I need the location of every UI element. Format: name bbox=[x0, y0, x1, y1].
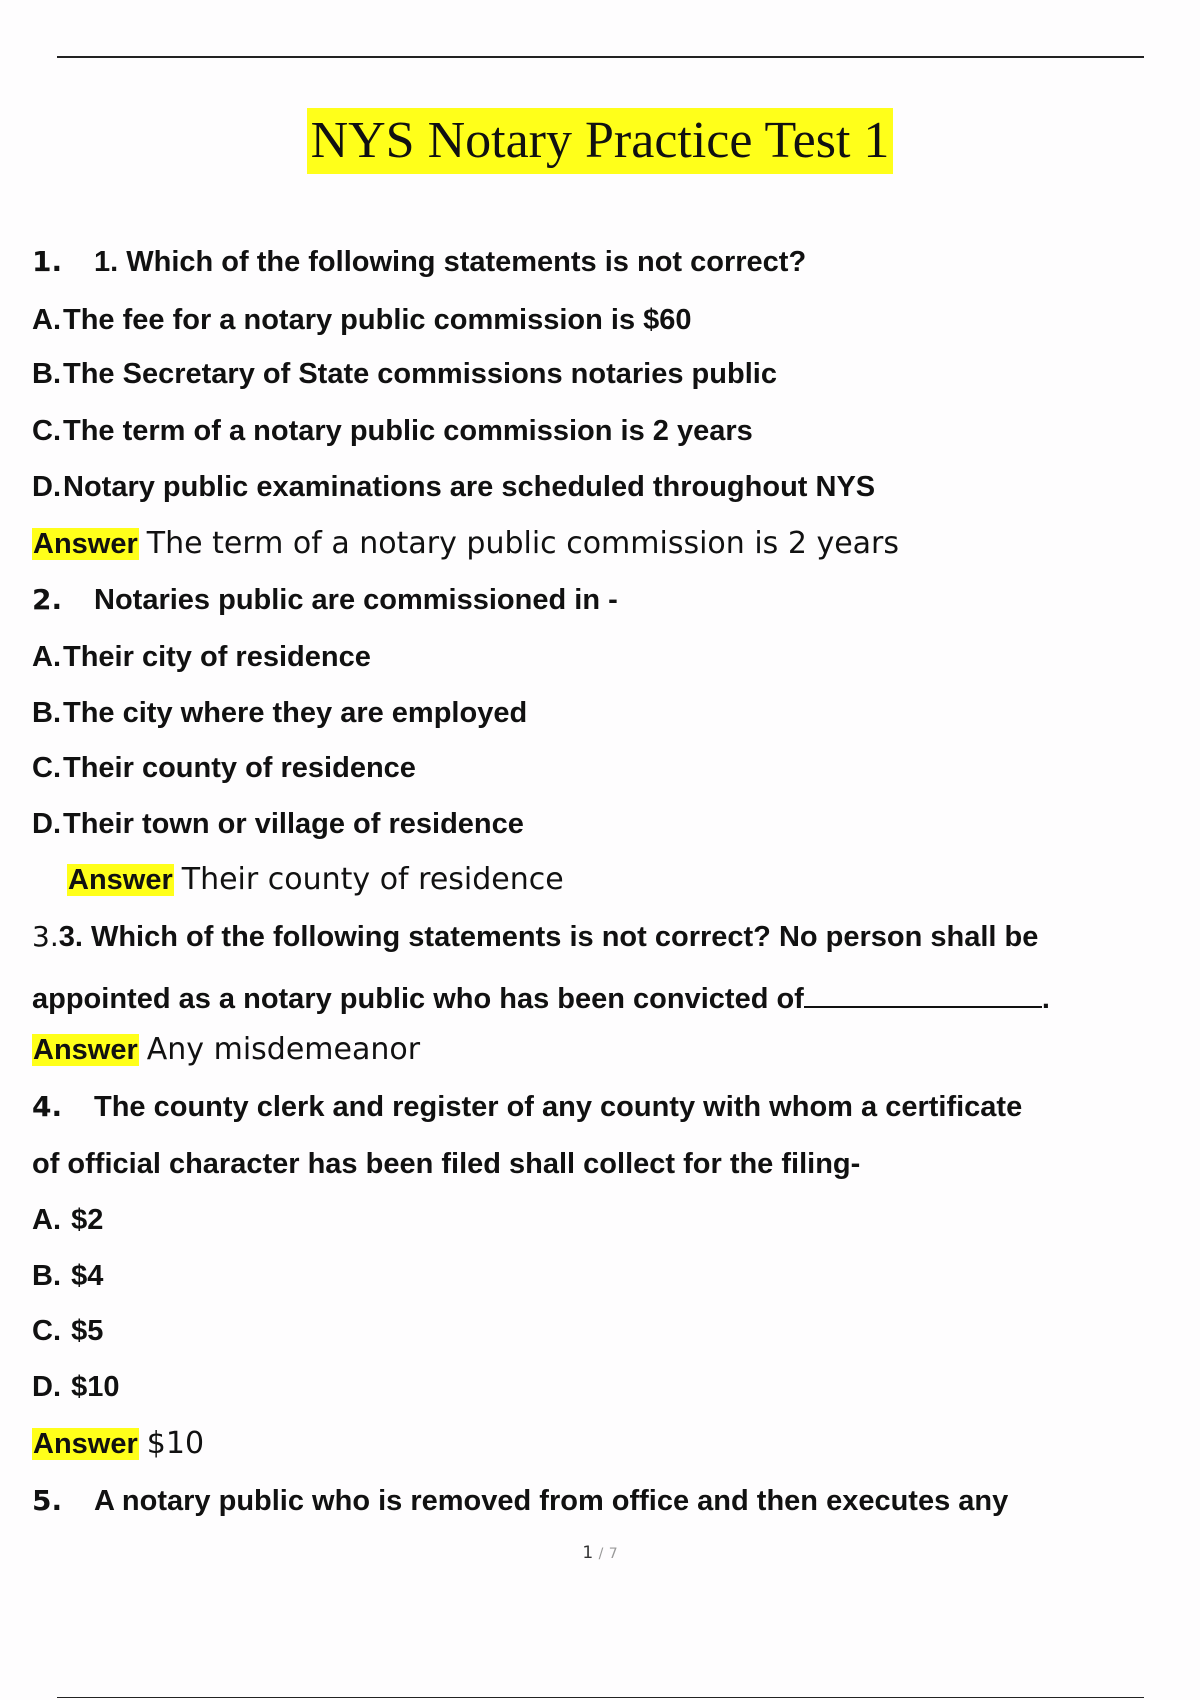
page-separator: / bbox=[598, 1546, 604, 1562]
page-total: 7 bbox=[608, 1546, 618, 1562]
answer-text: Their county of residence bbox=[181, 862, 564, 897]
question-end: . bbox=[1041, 983, 1050, 1015]
option-4d bbox=[32, 1369, 119, 1405]
answer-4 bbox=[32, 1426, 204, 1462]
answer-label: Answer bbox=[68, 864, 173, 896]
option-2c bbox=[32, 750, 416, 786]
option-text: Their city of residence bbox=[63, 641, 371, 673]
option-letter: C. bbox=[32, 415, 61, 447]
question-text: 1. Which of the following statements is not correct? bbox=[94, 246, 807, 278]
answer-2 bbox=[67, 862, 564, 898]
option-4a bbox=[32, 1202, 103, 1238]
option-4b bbox=[32, 1258, 103, 1294]
answer-label: Answer bbox=[33, 528, 138, 560]
option-text: The term of a notary public commission is 2 years bbox=[63, 415, 753, 447]
question-number: 1. bbox=[32, 245, 63, 278]
option-text: The Secretary of State commissions notaries public bbox=[63, 358, 777, 390]
option-2b bbox=[32, 695, 527, 731]
question-number: 2. bbox=[32, 583, 63, 616]
option-text: $5 bbox=[71, 1315, 104, 1347]
option-2a bbox=[32, 639, 371, 675]
option-1b bbox=[32, 356, 777, 392]
option-text: Their county of residence bbox=[63, 752, 416, 784]
top-rule bbox=[57, 56, 1144, 58]
option-letter: B. bbox=[32, 697, 61, 729]
question-text: appointed as a notary public who has been convicted of bbox=[32, 983, 804, 1015]
option-text: $4 bbox=[71, 1260, 104, 1292]
page-current: 1 bbox=[582, 1543, 594, 1563]
question-5 bbox=[32, 1483, 1008, 1519]
option-letter: B. bbox=[32, 1260, 61, 1292]
question-text: The county clerk and register of any county with whom a certificate bbox=[94, 1091, 1023, 1123]
option-letter: A. bbox=[32, 641, 61, 673]
option-letter: D. bbox=[32, 808, 61, 840]
option-letter: D. bbox=[32, 471, 61, 503]
option-text: $10 bbox=[71, 1371, 120, 1403]
option-letter: C. bbox=[32, 752, 61, 784]
page-title: NYS Notary Practice Test 1 bbox=[307, 108, 894, 174]
question-number: 4. bbox=[32, 1090, 63, 1123]
question-4-continued bbox=[32, 1146, 860, 1182]
option-letter: D. bbox=[32, 1371, 61, 1403]
answer-text: The term of a notary public commission is 2 years bbox=[146, 526, 900, 561]
question-text: of official character has been filed shall collect for the filing- bbox=[32, 1148, 861, 1180]
option-1c bbox=[32, 413, 753, 449]
answer-text: $10 bbox=[146, 1426, 205, 1461]
option-text: Their town or village of residence bbox=[63, 808, 524, 840]
page-number bbox=[0, 1543, 1200, 1563]
question-text: A notary public who is removed from office and then executes any bbox=[94, 1485, 1009, 1517]
answer-label: Answer bbox=[33, 1428, 138, 1460]
option-letter: B. bbox=[32, 358, 61, 390]
question-4 bbox=[32, 1089, 1022, 1125]
option-text: The city where they are employed bbox=[63, 697, 528, 729]
option-letter: A. bbox=[32, 304, 61, 336]
question-text: 3. Which of the following statements is not correct? No person shall be bbox=[58, 921, 1039, 953]
question-3 bbox=[32, 919, 1038, 955]
option-1a bbox=[32, 302, 692, 338]
question-1 bbox=[32, 244, 806, 280]
option-text: Notary public examinations are scheduled throughout NYS bbox=[63, 471, 876, 503]
answer-label: Answer bbox=[33, 1034, 138, 1066]
bottom-rule bbox=[57, 1697, 1144, 1698]
option-1d bbox=[32, 469, 875, 505]
question-3-continued bbox=[32, 976, 1050, 1017]
option-letter: C. bbox=[32, 1315, 61, 1347]
option-text: $2 bbox=[71, 1204, 104, 1236]
answer-1 bbox=[32, 526, 899, 562]
option-letter: A. bbox=[32, 1204, 61, 1236]
question-number: 3. bbox=[32, 920, 59, 953]
title-container bbox=[0, 108, 1200, 174]
option-text: The fee for a notary public commission is $60 bbox=[63, 304, 692, 336]
option-4c bbox=[32, 1313, 103, 1349]
option-2d bbox=[32, 806, 524, 842]
question-number: 5. bbox=[32, 1484, 63, 1517]
question-2 bbox=[32, 582, 618, 618]
question-text: Notaries public are commissioned in - bbox=[94, 584, 618, 616]
fill-in-blank bbox=[804, 976, 1042, 1008]
answer-3 bbox=[32, 1032, 420, 1068]
answer-text: Any misdemeanor bbox=[146, 1032, 421, 1067]
